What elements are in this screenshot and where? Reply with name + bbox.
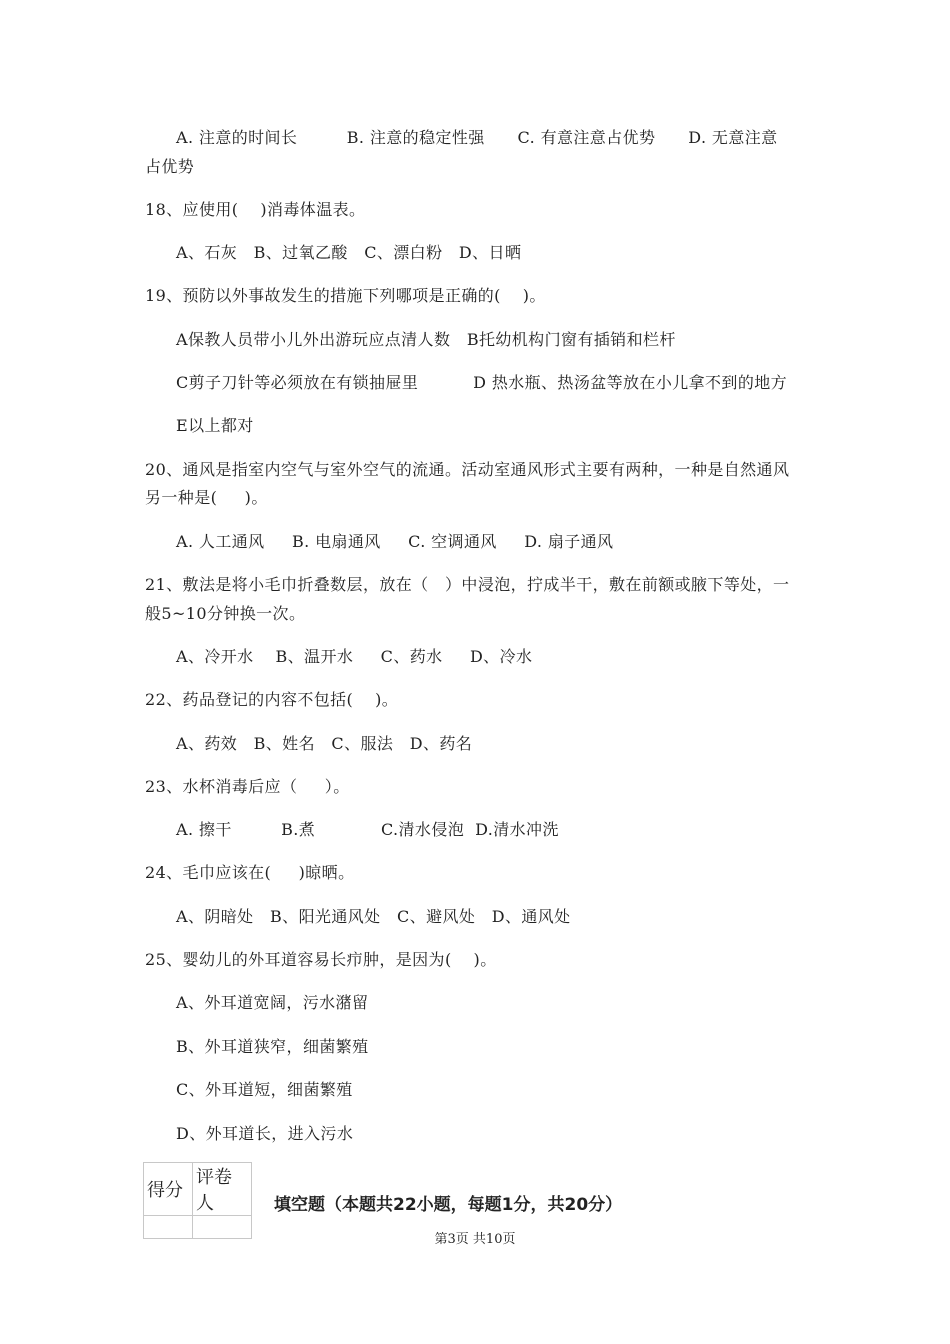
q19-option-e: E以上都对 (176, 416, 254, 435)
q21-stem-line1: 21、敷法是将小毛巾折叠数层，放在（ ）中浸泡，拧成半干，敷在前额或腋下等处，一 (145, 575, 790, 594)
q17-options-line2: 占优势 (145, 157, 195, 176)
page-footer: 第3页 共10页 (434, 1232, 516, 1247)
q18-stem: 18、应使用( )消毒体温表。 (145, 200, 366, 219)
q19-options-ab: A保教人员带小儿外出游玩应点清人数 B托幼机构门窗有插销和栏杆 (176, 330, 676, 349)
q23-stem: 23、水杯消毒后应（ ）。 (145, 777, 350, 796)
q21-stem-line2: 般5~10分钟换一次。 (145, 604, 306, 623)
q23-options: A. 擦干 B.煮 C.清水侵泡 D.清水冲洗 (176, 820, 559, 839)
q24-stem: 24、毛巾应该在( )晾晒。 (145, 863, 355, 882)
q18-options: A、石灰 B、过氧乙酸 C、漂白粉 D、日晒 (176, 243, 522, 262)
q19-options-cd: C剪子刀针等必须放在有锁抽屉里 D 热水瓶、热汤盆等放在小儿拿不到的地方 (176, 373, 788, 392)
q22-stem: 22、药品登记的内容不包括( )。 (145, 690, 399, 709)
q17-options-line1: A. 注意的时间长 B. 注意的稳定性强 C. 有意注意占优势 D. 无意注意 (176, 128, 778, 147)
q22-options: A、药效 B、姓名 C、服法 D、药名 (176, 734, 473, 753)
q20-options: A. 人工通风 B. 电扇通风 C. 空调通风 D. 扇子通风 (176, 532, 614, 551)
q25-option-a: A、外耳道宽阔，污水潴留 (176, 993, 369, 1012)
q19-stem: 19、预防以外事故发生的措施下列哪项是正确的( )。 (145, 286, 546, 305)
score-label: 得分 (144, 1163, 193, 1216)
section-heading: 填空题（本题共22小题，每题1分，共20分） (274, 1195, 623, 1215)
q21-options: A、冷开水 B、温开水 C、药水 D、冷水 (176, 647, 533, 666)
q25-option-c: C、外耳道短，细菌繁殖 (176, 1080, 353, 1099)
q25-option-b: B、外耳道狭窄，细菌繁殖 (176, 1037, 369, 1056)
q20-stem-line2: 另一种是( )。 (145, 488, 268, 507)
q24-options: A、阴暗处 B、阳光通风处 C、避风处 D、通风处 (176, 907, 571, 926)
q25-option-d: D、外耳道长，进入污水 (176, 1124, 354, 1143)
grader-label: 评卷人 (193, 1163, 252, 1216)
q25-stem: 25、婴幼儿的外耳道容易长疖肿，是因为( )。 (145, 950, 497, 969)
q20-stem-line1: 20、通风是指室内空气与室外空气的流通。活动室通风形式主要有两种，一种是自然通风 (145, 460, 790, 479)
